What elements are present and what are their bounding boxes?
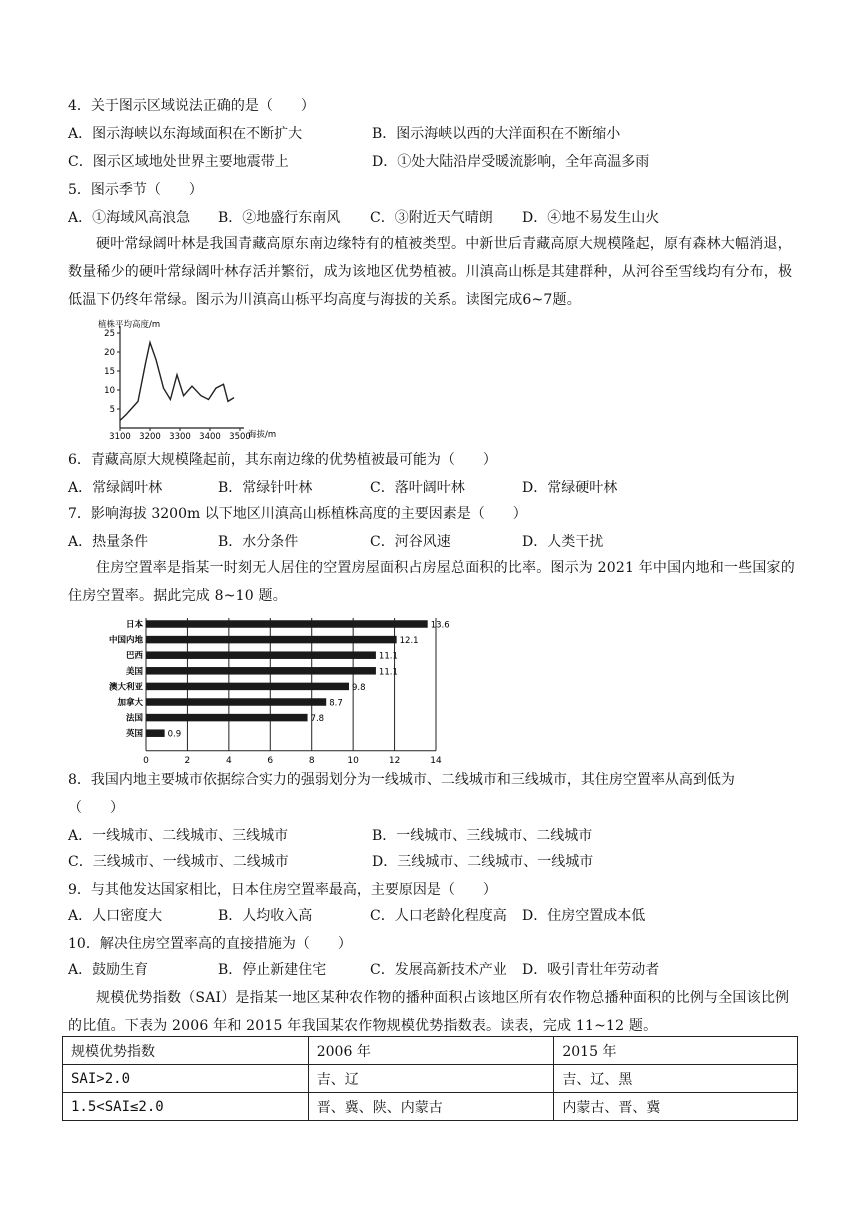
x-tick-label: 14 [430,755,442,766]
q9-option-b: B．人均收入高 [218,908,313,924]
x-tick-label: 3300 [169,432,191,442]
value-label: 0.9 [167,729,182,740]
bar [146,636,397,644]
value-label: 9.8 [352,682,366,693]
x-tick-label: 2 [184,755,191,766]
table-row [63,1093,798,1121]
table-header-cell: 规模优势指数 [63,1037,309,1065]
q8-stem-blank: （ ） [68,800,124,816]
y-tick-label: 10 [104,386,115,396]
x-tick-label: 8 [308,755,315,766]
category-label: 中国内地 [108,635,143,646]
q6-stem: 6．青藏高原大规模隆起前，其东南边缘的优势植被最可能为（ ） [68,452,497,468]
table-cell: SAI>2.0 [63,1065,309,1093]
y-axis-label: 植株平均高度/m [98,320,161,330]
category-label: 法国 [125,713,143,724]
bar [146,620,428,628]
q8-stem: 8．我国内地主要城市依据综合实力的强弱划分为一线城市、二线城市和三线城市，其住房空置率从高到低为 [68,772,735,788]
q10-option-b: B．停止新建住宅 [218,962,327,978]
q5-stem: 5．图示季节（ ） [68,182,203,198]
q5-option-a: A．①海域风高浪急 [68,210,191,226]
q6-option-d: D．常绿硬叶林 [522,480,618,496]
x-tick-label: 4 [225,755,232,766]
q4-option-d: D．①处大陆沿岸受暖流影响，全年高温多雨 [372,154,650,170]
q5-option-c: C．③附近天气晴朗 [370,210,493,226]
value-label: 7.8 [310,714,325,725]
q4-stem: 4．关于图示区域说法正确的是（ ） [68,98,315,114]
y-tick-label: 25 [104,329,115,339]
category-label: 日本 [125,620,143,630]
bar [146,714,308,722]
q8-option-d: D．三线城市、二线城市、一线城市 [372,854,594,870]
x-tick-label: 3100 [109,432,131,442]
q7-option-b: B．水分条件 [218,534,299,550]
bar [146,683,349,691]
table-cell: 1.5<SAI≤2.0 [63,1093,309,1121]
bar [146,729,165,737]
q7-option-a: A．热量条件 [68,534,149,550]
q10-option-c: C．发展高新技术产业 [370,962,507,978]
bar [146,651,376,659]
bar [146,698,326,706]
table-row [63,1065,798,1093]
q10-option-a: A．鼓励生育 [68,962,149,978]
x-tick-label: 3200 [139,432,161,442]
x-tick-label: 10 [347,755,359,766]
q9-stem: 9．与其他发达国家相比，日本住房空置率最高，主要原因是（ ） [68,882,497,898]
q9-option-a: A．人口密度大 [68,908,163,924]
table-header-row [63,1037,798,1065]
q7-option-d: D．人类干扰 [522,534,604,550]
category-label: 澳大利亚 [108,682,143,693]
table-cell: 吉、辽、黑 [554,1065,798,1093]
category-label: 美国 [125,666,143,677]
value-label: 12.1 [399,636,419,647]
sai-table [62,1036,798,1121]
height-series-line [120,343,234,421]
table-cell: 晋、冀、陕、内蒙古 [308,1093,554,1121]
passage-vacancy: 住房空置率是指某一时刻无人居住的空置房屋面积占房屋总面积的比率。图示为 2021 年中国内地和一些国家的住房空置率。据此完成 8~10 题。 [68,560,795,604]
passage-sai: 规模优势指数（SAI）是指某一地区某种农作物的播种面积占该地区所有农作物总播种面积的比例与全国该比例的比值。下表为 2006 年和 2015 年我国某农作物规模优势指数表。读表，完成 11~12 题。 [68,990,790,1034]
value-label: 8.7 [329,698,343,709]
category-label: 加拿大 [117,698,143,708]
q5-option-d: D．④地不易发生山火 [522,210,660,226]
passage-vegetation: 硬叶常绿阔叶林是我国青藏高原东南边缘特有的植被类型。中新世后青藏高原大规模隆起，原有森林大幅消退，数量稀少的硬叶常绿阔叶林存活并繁衍，成为该地区优势植被。川滇高山栎是其建群种，从河谷至雪线均有分布，极低温下仍终年常绿。图示为川滇高山栎平均高度与海拔的关系。读图完成6~7题。 [68,236,793,308]
q6-option-b: B．常绿针叶林 [218,480,313,496]
x-tick-label: 6 [267,755,274,766]
q5-option-b: B．②地盛行东南风 [218,210,341,226]
q9-option-d: D．住房空置成本低 [522,908,646,924]
x-axis-label: 海拔/m [248,430,277,440]
oak-height-line-chart [98,316,288,442]
value-label: 11.1 [378,651,398,662]
category-label: 英国 [125,729,143,740]
q6-option-a: A．常绿阔叶林 [68,480,163,496]
y-tick-label: 5 [109,405,115,415]
q8-option-a: A．一线城市、二线城市、三线城市 [68,828,289,844]
category-label: 巴西 [125,651,143,662]
table-header-cell: 2006 年 [308,1037,554,1065]
table-cell: 吉、辽 [308,1065,554,1093]
q6-option-c: C．落叶阔叶林 [370,480,465,496]
x-tick-label: 3500 [229,432,251,442]
vacancy-rate-bar-chart [100,614,480,766]
q4-option-c: C．图示区域地处世界主要地震带上 [68,154,289,170]
x-tick-label: 12 [388,755,401,766]
table-cell: 内蒙古、晋、冀 [554,1093,798,1121]
q9-option-c: C．人口老龄化程度高 [370,908,507,924]
x-tick-label: 0 [143,755,149,766]
q4-option-a: A．图示海峡以东海域面积在不断扩大 [68,126,303,142]
q7-stem: 7．影响海拔 3200m 以下地区川滇高山栎植株高度的主要因素是（ ） [68,506,527,522]
q8-option-c: C．三线城市、一线城市、二线城市 [68,854,289,870]
value-label: 13.6 [430,620,450,631]
q8-option-b: B．一线城市、三线城市、二线城市 [372,828,593,844]
q10-option-d: D．吸引青壮年劳动者 [522,962,660,978]
value-label: 11.1 [378,667,398,678]
q10-stem: 10．解决住房空置率高的直接措施为（ ） [68,936,352,952]
table-header-cell: 2015 年 [554,1037,798,1065]
q4-option-b: B．图示海峡以西的大洋面积在不断缩小 [372,126,621,142]
y-tick-label: 15 [104,367,115,377]
x-tick-label: 3400 [199,432,221,442]
y-tick-label: 20 [104,348,115,358]
q7-option-c: C．河谷风速 [370,534,451,550]
bar [146,667,376,675]
